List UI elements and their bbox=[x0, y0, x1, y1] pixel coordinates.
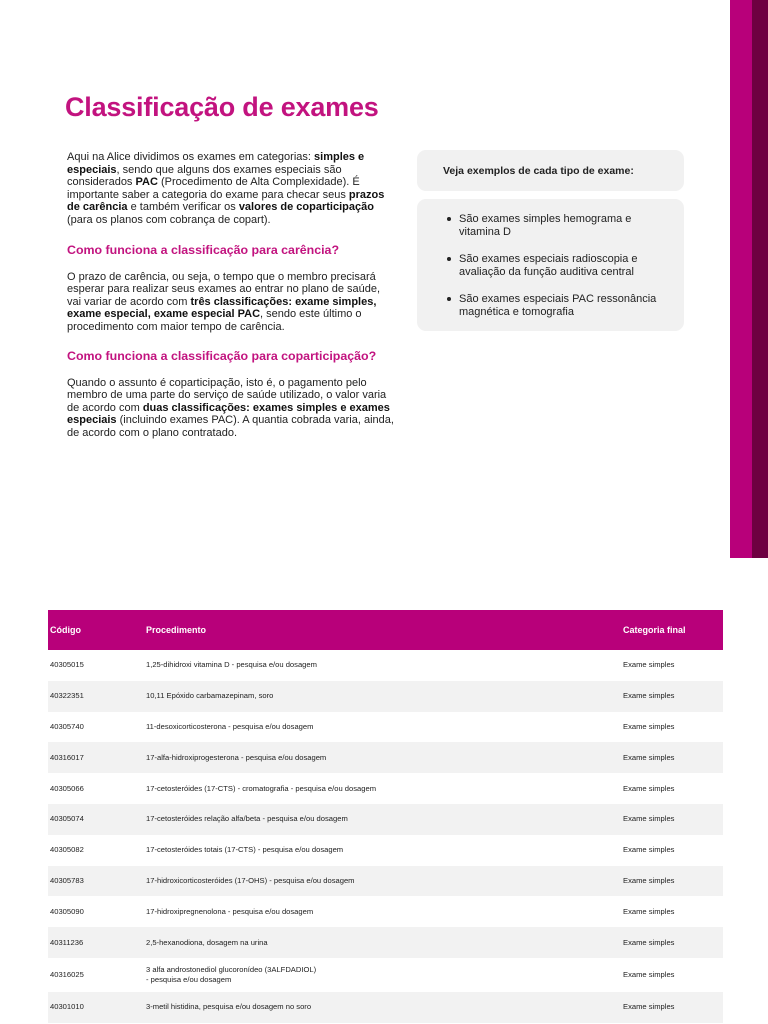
cell-procedure: 1,25-dihidroxi vitamina D - pesquisa e/ou dosagem bbox=[146, 660, 317, 670]
intro-text-1: Aqui na Alice dividimos os exames em categorias: bbox=[67, 151, 315, 163]
cell-procedure: 17-cetosteróides relação alfa/beta - pesquisa e/ou dosagem bbox=[144, 804, 621, 835]
cell-procedure: 17-hidroxipregnenolona - pesquisa e/ou dosagem bbox=[146, 906, 314, 916]
carencia-text-1: O prazo de carência, ou seja, o tempo que o membro precisará esperar para realizar seus exames ao entrar no plano de saúde, vai variar de acordo com bbox=[67, 270, 381, 308]
table-header-row bbox=[48, 610, 723, 650]
copart-bold-classifications: duas classificações: exames simples e exames especiais bbox=[67, 401, 390, 427]
cell-procedure: 17-cetosteróides totais (17-CTS) - pesquisa e/ou dosagem bbox=[146, 845, 344, 855]
copart-text-2: (incluindo exames PAC). A quantia cobrada varia, ainda, de acordo com o plano contratado. bbox=[67, 414, 394, 439]
header-category: Categoria final bbox=[621, 610, 723, 650]
intro-paragraph bbox=[67, 151, 397, 227]
cell-code: 40311236 bbox=[48, 927, 144, 958]
cell-category: Exame simples bbox=[621, 681, 723, 712]
intro-bold-pac: PAC bbox=[135, 176, 158, 189]
cell-code: 40322351 bbox=[48, 681, 144, 712]
cell-procedure: 17-alfa-hidroxiprogesterona - pesquisa e/ou dosagem bbox=[144, 742, 621, 773]
carencia-paragraph bbox=[67, 271, 397, 334]
table-row bbox=[48, 866, 723, 897]
table-row bbox=[48, 712, 723, 743]
intro-bold-categories: simples e especiais bbox=[67, 151, 365, 176]
carencia-bold-classifications: três classificações: exame simples, exame especial, exame especial PAC bbox=[67, 295, 377, 321]
cell-category: Exame simples bbox=[621, 927, 723, 958]
copart-heading: Como funciona a classificação para coparticipação? bbox=[67, 348, 377, 363]
cell-procedure: 3-metil histidina, pesquisa e/ou dosagem no soro bbox=[144, 992, 621, 1023]
cell-procedure: 11-desoxicorticosterona - pesquisa e/ou dosagem bbox=[146, 721, 314, 731]
example-item-special: São exames especiais radioscopia e avaliação da função auditiva central bbox=[447, 253, 670, 278]
cell-procedure: 2,5-hexanodiona, dosagem na urina bbox=[144, 927, 621, 958]
cell-category: Exame simples bbox=[621, 866, 723, 897]
cell-category: Exame simples bbox=[621, 804, 723, 835]
header-procedure: Procedimento bbox=[144, 610, 621, 650]
cell-category: Exame simples bbox=[623, 721, 675, 731]
table-row bbox=[48, 773, 723, 804]
carencia-text-2: , sendo este último o procedimento com maior tempo de carência. bbox=[67, 308, 362, 333]
decorative-side-bar-dark bbox=[752, 0, 768, 558]
cell-code: 40305066 bbox=[50, 783, 84, 793]
cell-category: Exame simples bbox=[623, 660, 675, 670]
page-title: Classificação de exames bbox=[65, 92, 379, 122]
table-row bbox=[48, 681, 723, 712]
table-row bbox=[48, 927, 723, 958]
cell-category: Exame simples bbox=[621, 742, 723, 773]
examples-header-card bbox=[417, 150, 684, 191]
intro-text-3: (Procedimento de Alta Complexidade). É importante saber a categoria do exame para checar seus bbox=[67, 176, 360, 201]
table-body bbox=[48, 650, 723, 1023]
cell-procedure: 10,11 Epóxido carbamazepinam, soro bbox=[144, 681, 621, 712]
intro-text-4: e também verificar os bbox=[127, 201, 239, 214]
table-row bbox=[48, 958, 723, 992]
examples-list-card bbox=[417, 199, 684, 331]
cell-procedure: 17-hidroxicorticosteróides (17-OHS) - pesquisa e/ou dosagem bbox=[144, 866, 621, 897]
cell-code: 40305783 bbox=[48, 866, 144, 897]
table-row bbox=[48, 650, 723, 681]
table-row bbox=[48, 742, 723, 773]
cell-code: 40316025 bbox=[50, 969, 84, 979]
cell-code: 40305074 bbox=[48, 804, 144, 835]
cell-procedure: 3 alfa androstonediol glucoronídeo (3ALFDADIOL) - pesquisa e/ou dosagem bbox=[146, 964, 317, 984]
cell-category: Exame simples bbox=[623, 783, 675, 793]
table-row bbox=[48, 804, 723, 835]
cell-code: 40301010 bbox=[48, 992, 144, 1023]
cell-category: Exame simples bbox=[623, 969, 675, 979]
table-row bbox=[48, 992, 723, 1023]
example-item-simple: São exames simples hemograma e vitamina D bbox=[447, 213, 670, 238]
copart-text-1: Quando o assunto é coparticipação, isto é, o pagamento pelo membro de uma parte do serviço de saúde utilizado, o valor varia de acordo com bbox=[67, 376, 387, 414]
cell-category: Exame simples bbox=[621, 992, 723, 1023]
cell-code: 40305015 bbox=[50, 660, 84, 670]
cell-category: Exame simples bbox=[623, 906, 675, 916]
intro-text-2: , sendo que alguns dos exames especiais são considerados bbox=[67, 163, 342, 189]
intro-text-5: (para os planos com cobrança de copart). bbox=[67, 213, 271, 226]
table-row bbox=[48, 896, 723, 927]
header-code: Código bbox=[48, 610, 144, 650]
cell-procedure: 17-cetosteróides (17-CTS) - cromatografia - pesquisa e/ou dosagem bbox=[146, 783, 377, 793]
cell-category: Exame simples bbox=[623, 845, 675, 855]
examples-list bbox=[447, 213, 670, 318]
example-item-pac: São exames especiais PAC ressonância magnética e tomografia bbox=[447, 293, 670, 318]
carencia-heading: Como funciona a classificação para carência? bbox=[67, 242, 340, 257]
cell-code: 40305090 bbox=[50, 906, 84, 916]
cell-code: 40305740 bbox=[50, 721, 84, 731]
info-column bbox=[67, 151, 397, 440]
examples-header-text: Veja exemplos de cada tipo de exame: bbox=[443, 164, 634, 177]
table-row bbox=[48, 835, 723, 866]
exams-table bbox=[48, 610, 723, 1023]
intro-bold-carencia: prazos de carência bbox=[67, 188, 385, 214]
intro-bold-copart: valores de coparticipação bbox=[238, 201, 374, 214]
cell-code: 40305082 bbox=[50, 845, 84, 855]
cell-code: 40316017 bbox=[48, 742, 144, 773]
copart-paragraph bbox=[67, 377, 397, 440]
